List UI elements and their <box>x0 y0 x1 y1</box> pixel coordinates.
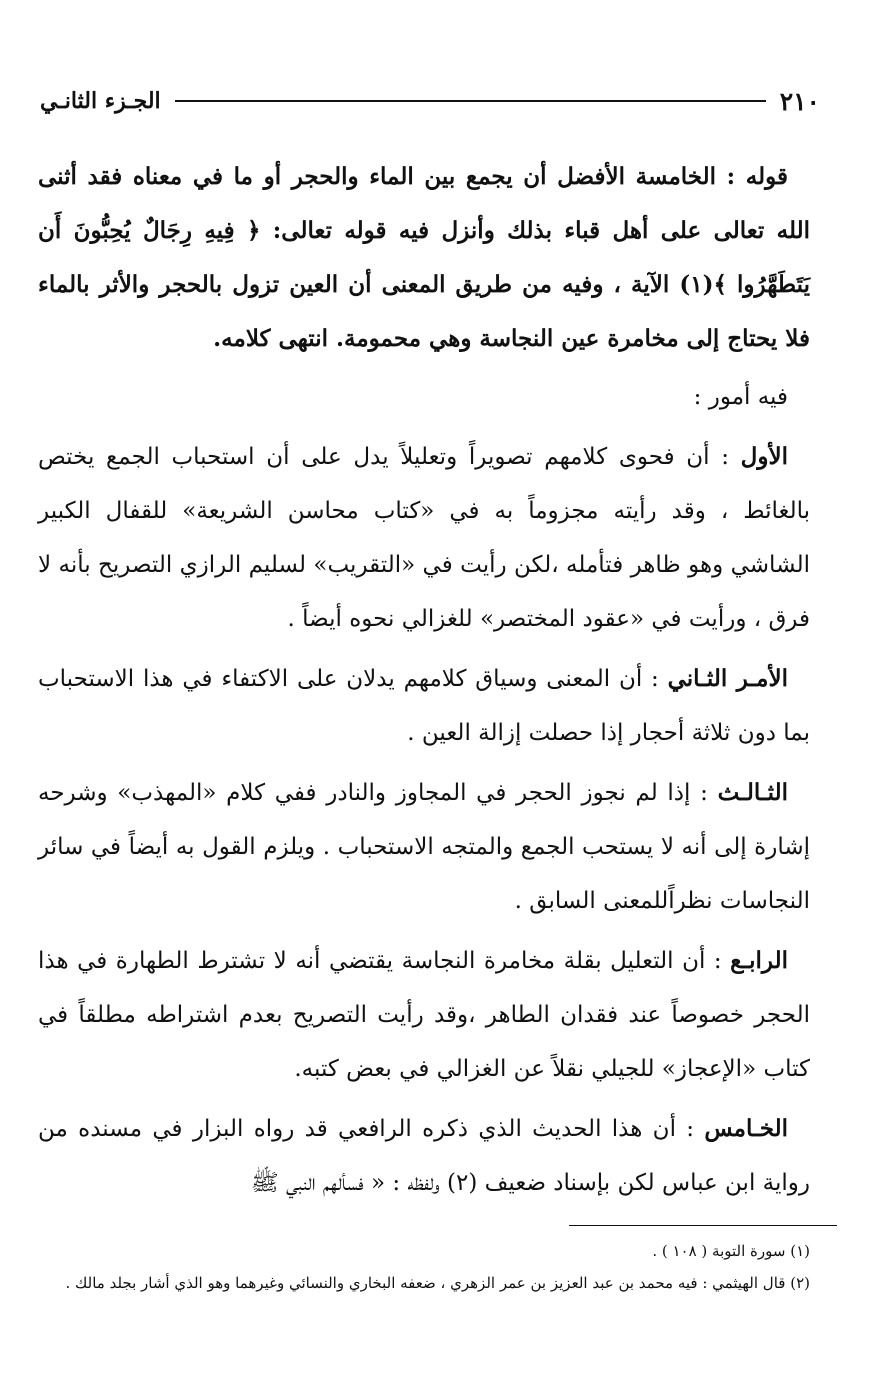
section-text: : أن المعنى وسياق كلامهم يدلان على الاكتفاء في هذا الاستحباب بما دون ثلاثة أحجار إذا حصلت إزالة العين . <box>38 666 810 746</box>
header-rule <box>175 100 766 102</box>
footnote-1: (١) سورة التوبة ( ١٠٨ ) . <box>652 1242 810 1260</box>
section-text: : إذا لم نجوز الحجر في المجاوز والنادر ففي كلام «المهذب» وشرحه إشارة إلى أنه لا يستحب الجمع والمتجه الاستحباب . ويلزم القول به أيضاً في سائر النجاسات نظراًللمعنى السابق . <box>38 780 810 914</box>
page-header <box>40 84 820 118</box>
quote-part-1: قوله : الخامسة الأفضل أن يجمع بين الماء والحجر أو ما في معناه فقد أثنى الله تعالى على أهل قباء بذلك وأنزل فيه قوله تعالى: <box>38 163 810 244</box>
footnotes <box>40 1236 810 1298</box>
section-text: : أن فحوى كلامهم تصويراً وتعليلاً يدل على أن استحباب الجمع يختص بالغائط ، وقد رأيته مجزوماً به في «كتاب محاسن الشريعة» للقفال الكبير الشاشي وهو ظاهر فتأمله ،لكن رأيت في «التقريب» لسليم الرازي التصريح بأنه لا فرق ، ورأيت في «عقود المختصر» للغزالي نحوه أيضاً . <box>38 444 810 632</box>
quote-part-2: الآية ، وفيه من طريق المعنى أن العين تزول بالحجر والأثر بالماء فلا يحتاج إلى مخامرة عين النجاسة وهي محمومة. انتهى كلامه. <box>38 271 810 352</box>
quran-verse: ﴿ فِيهِ رِجَالٌ يُحِبُّونَ أَن يَتَطَهَّرُوا ﴾(١) <box>38 217 811 298</box>
section-title: الثـالـث <box>717 779 788 806</box>
section-first <box>38 430 810 646</box>
section-third <box>38 766 810 928</box>
section-title: الأمـر الثـاني <box>667 665 789 692</box>
intro-line: فيه أمور : <box>693 384 788 410</box>
section-text: : أن التعليل بقلة مخامرة النجاسة يقتضي أنه لا تشترط الطهارة في هذا الحجر خصوصاً عند فقدان الطاهر ،وقد رأيت التصريح بعدم اشتراطه مطلقاً في كتاب «الإعجاز» للجيلي نقلاً عن الغزالي في بعض كتبه. <box>38 948 810 1082</box>
footnote-2: (٢) قال الهيثمي : فيه محمد بن عبد العزيز بن عمر الزهري ، ضعفه البخاري والنسائي وغيرهما وهو الذي أشار بجلد مالك . <box>65 1274 810 1292</box>
body-text <box>38 150 810 1210</box>
section-fourth <box>38 934 810 1096</box>
quoted-passage <box>38 150 810 366</box>
running-title: الجـزء الثانـي <box>40 88 161 114</box>
section-second <box>38 652 810 760</box>
section-title: الأول <box>740 443 788 470</box>
section-text: : أن هذا الحديث الذي ذكره الرافعي قد رواه البزار في مسنده من رواية ابن عباس لكن بإسناد ضعيف (٢) ولفظه : « فسألهم النبي ﷺ <box>38 1116 810 1196</box>
section-title: الرابـع <box>730 947 789 974</box>
page-number: ٢١٠ <box>779 86 820 116</box>
section-title: الخـامس <box>704 1115 788 1142</box>
section-fifth <box>38 1102 810 1210</box>
footnote-separator <box>569 1225 837 1226</box>
